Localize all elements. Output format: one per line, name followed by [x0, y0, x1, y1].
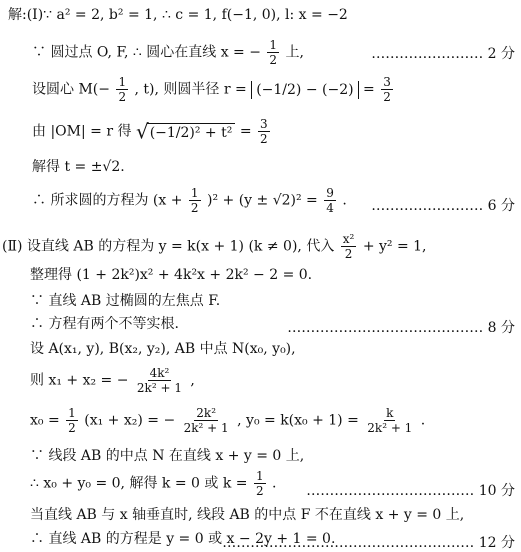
line13-mid2: , y₀ = k(x₀ + 1) =	[237, 412, 359, 429]
part2-line13	[30, 407, 521, 434]
part2-line11: 设 A(x₁, y), B(x₂, y₂), AB 中点 N(x₀, y₀),	[30, 341, 296, 357]
line12-end: ,	[190, 372, 195, 389]
line6-end: .	[342, 192, 347, 209]
score-2: …………………… 2 分	[371, 46, 515, 62]
part2-line7	[2, 233, 521, 260]
line6-mid: )² + (y ± √2)² =	[207, 192, 318, 209]
part1-line5: 解得 t = ±√2.	[32, 159, 125, 175]
score-6: …………………… 6 分	[371, 198, 515, 214]
fraction-one-half: $\frac{1}{2}$	[190, 186, 199, 215]
part1-line1: 解:(Ⅰ)∵ a² = 2, b² = 1, ∴ c = 1, f(−1, 0), l: x = −2	[8, 7, 348, 23]
score-8: …………………………………… 8 分	[287, 320, 515, 336]
line3-mid: , t), 则圆半径 r =	[134, 81, 247, 98]
fraction-one-half: $\frac{1}{2}$	[118, 75, 127, 104]
fraction-2k2: $\frac{\text{2k²}}{\text{2k² + 1}}$	[183, 406, 229, 435]
line13-prefix: x₀ =	[30, 412, 60, 429]
line7-suffix: + y² = 1,	[362, 238, 427, 255]
part2-line16: 当直线 AB 与 x 轴垂直时, 线段 AB 的中点 F 不在直线 x + y = 0 上,	[30, 507, 465, 523]
fraction-4k2: $\frac{\text{4k²}}{\text{2k² + 1}}$	[136, 366, 182, 395]
part1-line4	[32, 118, 521, 145]
line13-end: .	[420, 412, 426, 429]
part2-line8: 整理得 (1 + 2k²)x² + 4k²x + 2k² − 2 = 0.	[30, 267, 313, 283]
line12-prefix: 则 x₁ + x₂ = −	[30, 372, 129, 389]
fraction-one-half: $\frac{1}{2}$	[68, 406, 76, 435]
fraction-one-half: $\frac{1}{2}$	[269, 38, 278, 67]
line2-prefix: ∵ 圆过点 O, F, ∴ 圆心在直线 x = −	[32, 44, 261, 61]
part1-line3	[32, 76, 521, 103]
fraction-three-half: $\frac{3}{2}$	[260, 117, 268, 146]
score-12: ……………………………………………… 12 分	[222, 535, 515, 551]
part2-line10: ∴ 方程有两个不等实根.	[30, 316, 179, 332]
part2-line12	[30, 367, 521, 394]
absolute-value: (−1/2) − (−2)	[251, 81, 358, 99]
part2-line14: ∵ 线段 AB 的中点 N 在直线 x + y = 0 上,	[30, 448, 305, 464]
fraction-x2-over-2: $\frac{\text{x²}}{2}$	[342, 232, 355, 261]
line3-end: =	[363, 81, 375, 98]
part2-line9: ∵ 直线 AB 过椭圆的左焦点 F.	[30, 293, 221, 309]
part2-line17: ∴ 直线 AB 的方程是 y = 0 或 x − 2y + 1 = 0.	[30, 531, 336, 547]
radical-sign: √	[135, 119, 149, 144]
fraction-three-half: $\frac{3}{2}$	[383, 75, 391, 104]
fraction-k: $\frac{k}{\text{2k² + 1}}$	[367, 406, 413, 435]
fraction-one-half: $\frac{1}{2}$	[255, 469, 264, 498]
line15-end: .	[272, 475, 277, 492]
line7-prefix: (Ⅱ) 设直线 AB 的方程为 y = k(x + 1) (k ≠ 0), 代入	[2, 238, 335, 255]
fraction-nine-four: $\frac{9}{4}$	[326, 186, 334, 215]
sqrt-body: (−1/2)² + t²	[147, 123, 236, 140]
line4-end: =	[239, 123, 252, 140]
score-10: ……………………………… 10 分	[306, 483, 515, 499]
line13-mid1: (x₁ + x₂) = −	[84, 412, 176, 429]
line3-prefix: 设圆心 M(−	[32, 81, 110, 98]
line6-prefix: ∴ 所求圆的方程为 (x +	[32, 192, 183, 209]
line2-suffix: 上,	[285, 44, 304, 61]
line4-prefix: 由 |OM| = r 得	[32, 123, 132, 140]
line15-prefix: ∴ x₀ + y₀ = 0, 解得 k = 0 或 k =	[30, 475, 248, 492]
